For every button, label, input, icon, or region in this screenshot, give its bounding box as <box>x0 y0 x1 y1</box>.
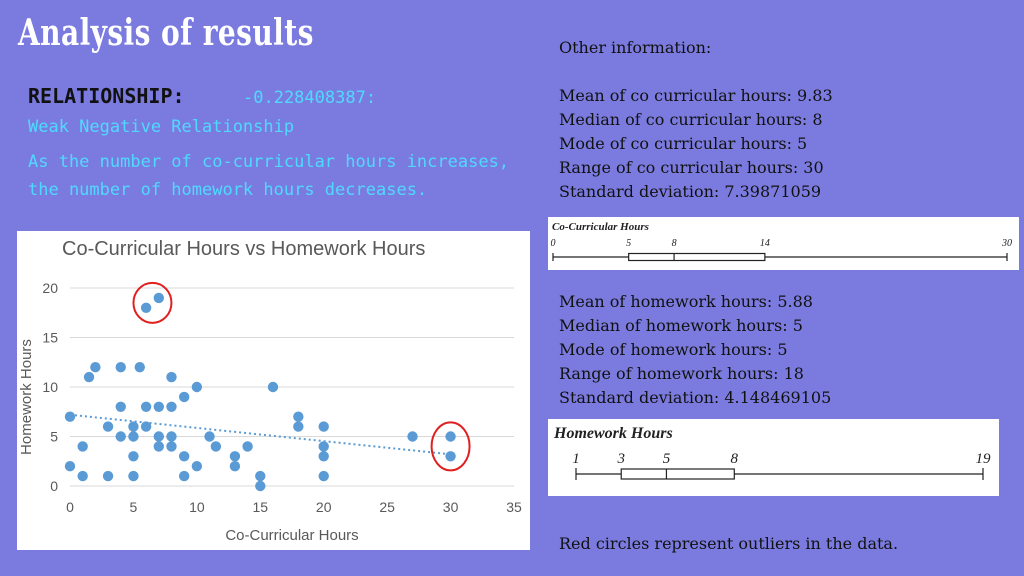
data-point <box>255 481 265 491</box>
data-point <box>192 382 202 392</box>
trendline <box>70 415 451 455</box>
hw-stat-line: Mode of homework hours: 5 <box>559 340 788 359</box>
outlier-circle <box>432 422 470 470</box>
data-point <box>65 461 75 471</box>
data-point <box>319 451 329 461</box>
x-tick-label: 5 <box>129 499 138 515</box>
data-point <box>128 421 138 431</box>
x-tick-label: 15 <box>252 499 269 515</box>
data-point <box>211 441 221 451</box>
data-point <box>242 441 252 451</box>
data-point <box>166 431 176 441</box>
data-point <box>128 431 138 441</box>
data-point <box>179 471 189 481</box>
data-point <box>154 402 164 412</box>
y-axis-label: Homework Hours <box>18 339 35 455</box>
co-boxplot <box>548 217 1019 270</box>
data-point <box>90 362 100 372</box>
data-point <box>116 402 126 412</box>
data-point <box>65 412 75 422</box>
data-point <box>154 431 164 441</box>
data-point <box>319 421 329 431</box>
relationship-value: -0.228408387: <box>243 88 377 108</box>
relationship-label: RELATIONSHIP: <box>28 84 185 108</box>
data-point <box>268 382 278 392</box>
boxplot-value-label: 5 <box>626 238 632 249</box>
hw-stats-list <box>559 290 831 410</box>
boxplot-value-label: 0 <box>550 238 556 249</box>
boxplot-value-label: 19 <box>975 451 991 467</box>
data-point <box>166 402 176 412</box>
co-stat-line: Median of co curricular hours: 8 <box>559 110 823 129</box>
x-tick-label: 35 <box>506 499 522 515</box>
data-point <box>407 431 417 441</box>
data-point <box>116 362 126 372</box>
hw-stat-line: Standard deviation: 4.148469105 <box>559 388 832 407</box>
x-tick-label: 10 <box>189 499 205 515</box>
boxplot-value-label: 8 <box>671 238 677 249</box>
x-tick-label: 30 <box>442 499 459 515</box>
y-tick-label: 10 <box>42 379 58 395</box>
data-point <box>103 421 113 431</box>
iqr-box <box>629 254 765 261</box>
data-point <box>154 293 164 303</box>
y-tick-label: 15 <box>42 329 58 346</box>
y-tick-label: 0 <box>50 478 58 494</box>
co-stat-line: Standard deviation: 7.39871059 <box>559 182 822 201</box>
data-point <box>128 451 138 461</box>
data-point <box>84 372 94 382</box>
data-point <box>319 441 329 451</box>
co-stat-line: Mode of co curricular hours: 5 <box>559 134 808 153</box>
data-point <box>445 431 455 441</box>
data-point <box>293 412 303 422</box>
relationship-strength: Weak Negative Relationship <box>28 117 295 137</box>
data-point <box>135 362 145 372</box>
boxplot-value-label: 30 <box>1002 238 1012 249</box>
data-point <box>204 431 214 441</box>
data-point <box>77 471 87 481</box>
data-point <box>77 441 87 451</box>
data-point <box>230 451 240 461</box>
data-point <box>445 451 455 461</box>
scatter-chart <box>17 231 530 550</box>
boxplot-value-label: 14 <box>759 238 770 249</box>
x-tick-label: 25 <box>379 499 395 515</box>
data-point <box>255 471 265 481</box>
data-point <box>128 471 138 481</box>
x-tick-label: 20 <box>315 499 332 515</box>
boxplot-value-label: 8 <box>730 451 739 467</box>
boxplot-value-label: 5 <box>662 451 671 467</box>
data-point <box>230 461 240 471</box>
outlier-note: Red circles represent outliers in the data. <box>559 534 899 553</box>
hw-stat-line: Mean of homework hours: 5.88 <box>559 292 813 311</box>
x-axis-label: Co-Curricular Hours <box>225 527 359 544</box>
hw-stat-line: Range of homework hours: 18 <box>559 364 804 383</box>
hw-stat-line: Median of homework hours: 5 <box>559 316 803 335</box>
data-point <box>319 471 329 481</box>
data-point <box>154 441 164 451</box>
hw-boxplot-panel <box>548 419 999 496</box>
other-info-heading: Other information: <box>559 38 712 57</box>
relationship-description: As the number of co-curricular hours increases, the number of homework hours decreases. <box>28 152 510 200</box>
data-point <box>141 402 151 412</box>
data-point <box>166 372 176 382</box>
boxplot-value-label: 3 <box>617 451 625 467</box>
hw-boxplot <box>548 419 999 496</box>
data-point <box>166 441 176 451</box>
chart-title: Co-Curricular Hours vs Homework Hours <box>62 238 426 260</box>
outlier-circle <box>133 283 171 323</box>
y-tick-label: 5 <box>50 428 58 445</box>
boxplot-title: Co-Curricular Hours <box>552 221 649 233</box>
data-point <box>179 451 189 461</box>
co-stats-list <box>559 84 833 204</box>
iqr-box <box>621 469 734 479</box>
boxplot-title: Homework Hours <box>554 425 673 442</box>
data-point <box>141 421 151 431</box>
data-point <box>116 431 126 441</box>
y-tick-label: 20 <box>42 280 58 296</box>
data-point <box>103 471 113 481</box>
co-boxplot-panel <box>548 217 1019 270</box>
data-point <box>141 303 151 313</box>
x-tick-label: 0 <box>66 499 74 515</box>
boxplot-value-label: 1 <box>572 451 580 467</box>
data-point <box>192 461 202 471</box>
data-point <box>293 421 303 431</box>
slide-title: Analysis of results <box>18 12 314 54</box>
scatter-chart-panel <box>17 231 530 550</box>
co-stat-line: Range of co curricular hours: 30 <box>559 158 824 177</box>
data-point <box>179 392 189 402</box>
co-stat-line: Mean of co curricular hours: 9.83 <box>559 86 833 105</box>
